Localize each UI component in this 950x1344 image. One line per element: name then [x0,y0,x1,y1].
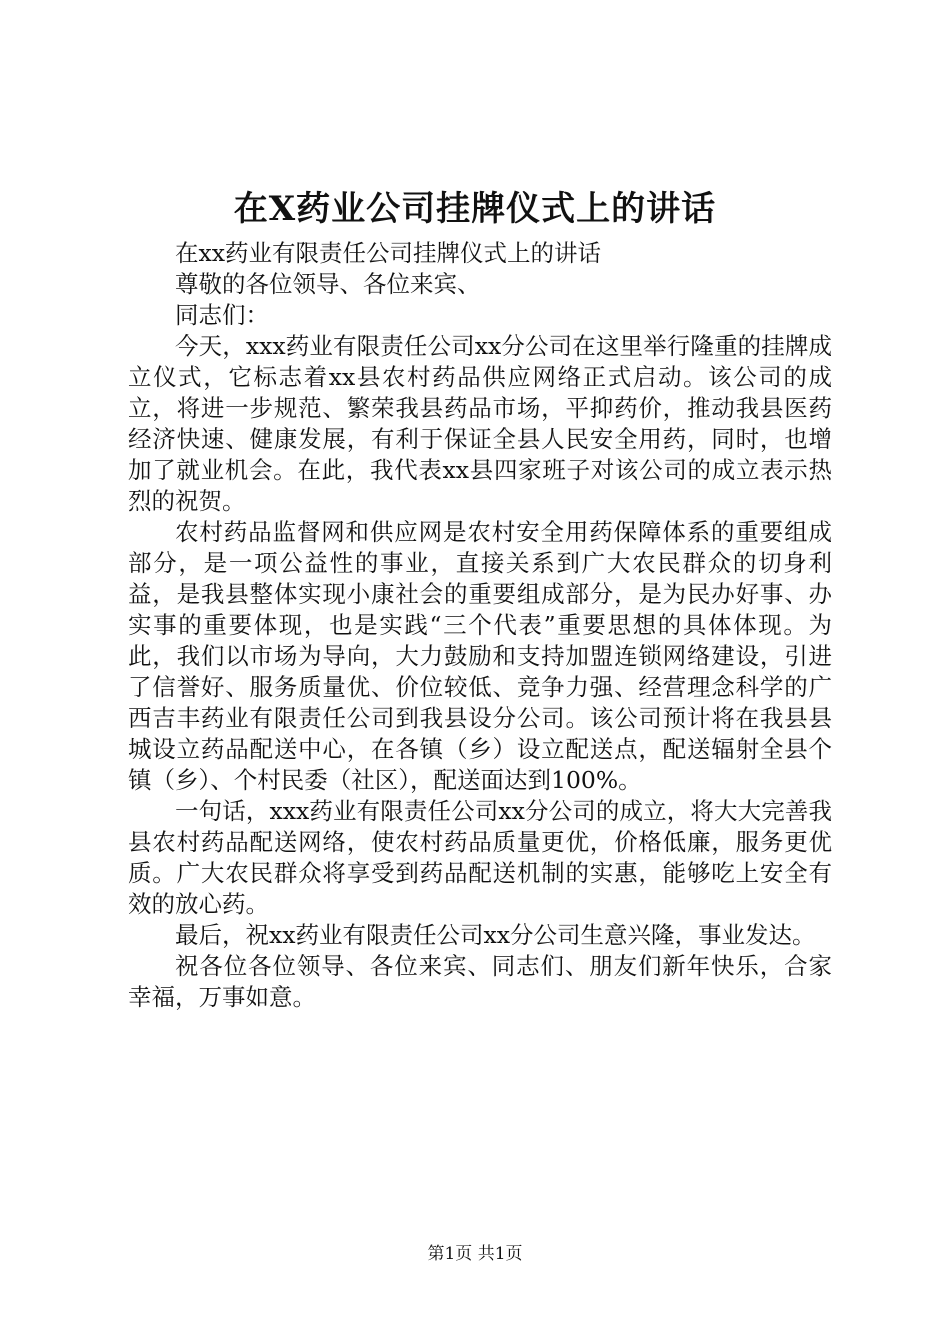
document-title: 在X药业公司挂牌仪式上的讲话 [233,189,717,229]
paragraph-salutation: 尊敬的各位领导、各位来宾、 [175,270,481,298]
document-body [128,238,832,1013]
paragraph-body-2: 农村药品监督网和供应网是农村安全用药保障体系的重要组成部分，是一项公益性的事业，直接关系到广大农民群众的切身利益，是我县整体实现小康社会的重要组成部分，是为民办好事、办实事的重要体现，也是实践“三个代表”重要思想的具体体现。为此，我们以市场为导向，大力鼓励和支持加盟连锁网络建设，引进了信誉好、服务质量优、价位较低、竞争力强、经营理念科学的广西吉丰药业有限责任公司到我县设分公司。该公司预计将在我县县城设立药品配送中心，在各镇（乡）设立配送点，配送辐射全县个镇（乡）、个村民委（社区），配送面达到100%。 [128,518,832,794]
paragraph-closing: 祝各位各位领导、各位来宾、同志们、朋友们新年快乐，合家幸福，万事如意。 [128,952,832,1011]
paragraph-salutation-2: 同志们： [175,301,269,329]
paragraph-subtitle: 在xx药业有限责任公司挂牌仪式上的讲话 [175,239,602,267]
page-number-footer: 第1页 共1页 [427,1244,523,1264]
paragraph-body-3: 一句话，xxx药业有限责任公司xx分公司的成立，将大大完善我县农村药品配送网络，使农村药品质量更优，价格低廉，服务更优质。广大农民群众将享受到药品配送机制的实惠，能够吃上安全有效的放心药。 [128,797,832,918]
paragraph-body-1: 今天，xxx药业有限责任公司xx分公司在这里举行隆重的挂牌成立仪式，它标志着xx县农村药品供应网络正式启动。该公司的成立，将进一步规范、繁荣我县药品市场，平抑药价，推动我县医药经济快速、健康发展，有利于保证全县人民安全用药，同时，也增加了就业机会。在此，我代表xx县四家班子对该公司的成立表示热烈的祝贺。 [128,332,832,515]
paragraph-body-4: 最后，祝xx药业有限责任公司xx分公司生意兴隆，事业发达。 [175,921,816,949]
